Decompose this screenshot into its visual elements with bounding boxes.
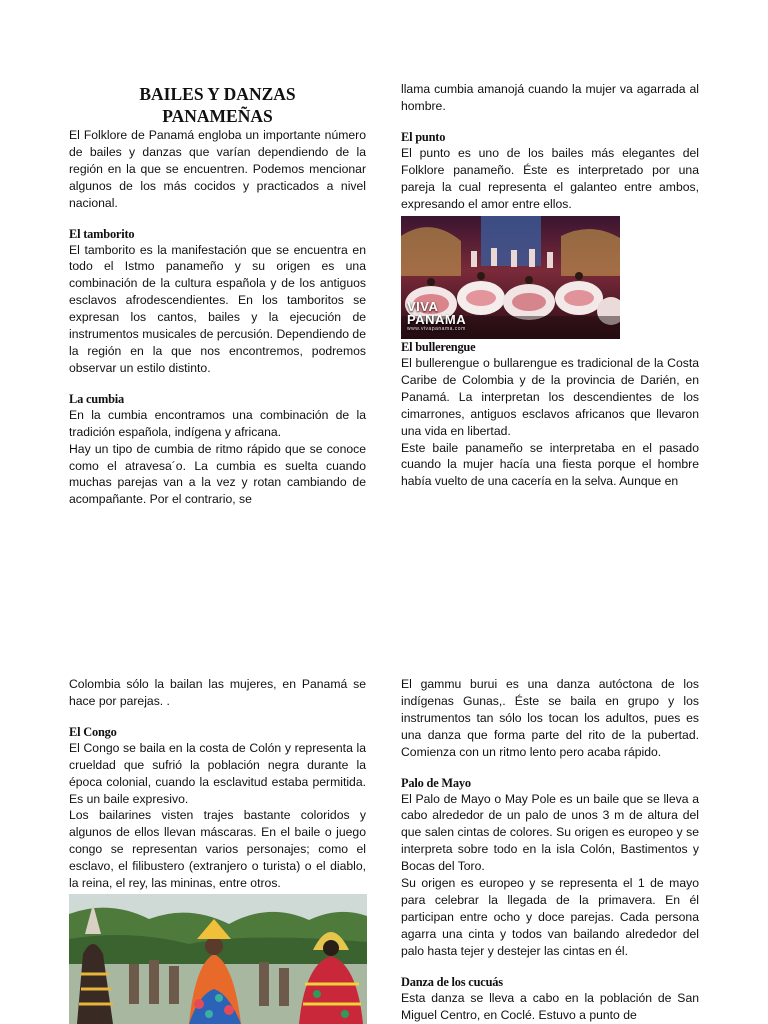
cucuas-heading: Danza de los cucuás: [401, 974, 503, 989]
congo-photo-image: [69, 894, 367, 1024]
page1-left-column: [69, 83, 366, 508]
cumbia-heading: La cumbia: [69, 391, 124, 406]
page1-right-column: [401, 81, 699, 212]
photo-caption-url: www.vivapanama.com: [407, 326, 466, 332]
page-title: BAILES Y DANZAS PANAMEÑAS: [139, 84, 296, 126]
page1-right-column-lower: [401, 339, 699, 490]
congo-paragraph-2: Los bailarines visten trajes bastante coloridos y algunos de ellos llevan máscaras. En el baile o juego congo se representan varios personajes; como el esclavo, el filibustero (extranjero o turista) o el diablo, la reina, el rey, las mininas, entre otros.: [69, 808, 366, 891]
palo-mayo-paragraph-2: Su origen es europeo y se representa el 1 de mayo para celebrar la llegada de la primavera. En él participan entre ocho y doce parejas. Cada persona agarra una cinta y todos van bailando alrededor del palo hasta tejer y destejer las cintas en él.: [401, 876, 699, 958]
bullerengue-continuation: Colombia sólo la bailan las mujeres, en Panamá se hace por parejas. .: [69, 677, 366, 708]
bullerengue-paragraph-1: El bullerengue o bullarengue es tradicional de la Costa Caribe de Colombia y de la provincia de Darién, en Panamá. La interpretan los descendientes de los cimarrones, antiguos esclavos africanos que llevaron una vida en libertad.: [401, 356, 699, 438]
photo-caption-line2: PANAMA: [407, 312, 467, 327]
photo-caption-line1: VIVA: [407, 299, 439, 314]
cumbia-paragraph-1: En la cumbia encontramos una combinación de la tradición española, indígena y africana.: [69, 407, 366, 439]
tamborito-paragraph: El tamborito es la manifestación que se encuentra en todo el Istmo panameño y su origen es una combinación de la cultura española y de los antiguos esclavos afrodescendientes. En los tamboritos se expresan los cantos, bailes y la ejecución de instrumentos musicales de percusión. Dependiendo de la región en la que nos encontremos, podremos observar un estilo distinto.: [69, 242, 366, 375]
photo-caption: [407, 300, 466, 333]
tamborito-heading: El tamborito: [69, 226, 135, 241]
page2-left-column: [69, 676, 366, 892]
cumbia-continuation: llama cumbia amanojá cuando la mujer va agarrada al hombre.: [401, 82, 699, 113]
palo-mayo-paragraph-1: El Palo de Mayo o May Pole es un baile que se lleva a cabo alrededor de un palo de unos 3 m de altura del que salen cintas de colores. Su origen es europeo y se interpreta sobre todo en la isla Colón, Bastimentos y Bocas del Toro.: [401, 791, 699, 874]
page2-right-column: [401, 676, 699, 1023]
punto-heading: El punto: [401, 129, 446, 144]
congo-paragraph-1: El Congo se baila en la costa de Colón y representa la crueldad que sufrió la población negra durante la época colonial, cuando la esclavitud estaba permitida. Es un baile expresivo.: [69, 740, 366, 806]
bullerengue-paragraph-2: Este baile panameño se interpretaba en el pasado cuando la mujer hacía una fiesta porque el hombre había vuelto de una cacería en la selva. Aunque en: [401, 440, 699, 489]
congo-heading: El Congo: [69, 724, 117, 739]
cumbia-paragraph-2: Hay un tipo de cumbia de ritmo rápido que se conoce como el atravesa´o. La cumbia es suelta cuando muchas parejas van a la vez y rotan cambiando de acompañante. Por el contrario, se: [69, 441, 366, 507]
palo-mayo-heading: Palo de Mayo: [401, 775, 471, 790]
gammu-paragraph: El gammu burui es una danza autóctona de los indígenas Gunas,. Éste se baila en grupo y los instrumentos tan sólo los tocan los adultos, pues es una danza que forma parte del rito de la pubertad. Comienza con un ritmo lento pero acaba rápido.: [401, 677, 699, 759]
cucuas-paragraph: Esta danza se lleva a cabo en la población de San Miguel Centro, en Coclé. Estuvo a punto de: [401, 990, 699, 1022]
congo-photo: [69, 894, 367, 1024]
punto-paragraph: El punto es uno de los bailes más elegantes del Folklore panameño. Éste es interpretado por una pareja la cual representa el galanteo entre ambos, expresando el amor entre ellos.: [401, 145, 699, 211]
dancers-photo: [401, 216, 620, 339]
intro-paragraph: El Folklore de Panamá engloba un importante número de bailes y danzas que varían dependiendo de la región en la que se encuentren. Podemos mencionar algunos de los más cocidos y practicados a nivel nacional.: [69, 128, 366, 210]
bullerengue-heading: El bullerengue: [401, 340, 476, 354]
